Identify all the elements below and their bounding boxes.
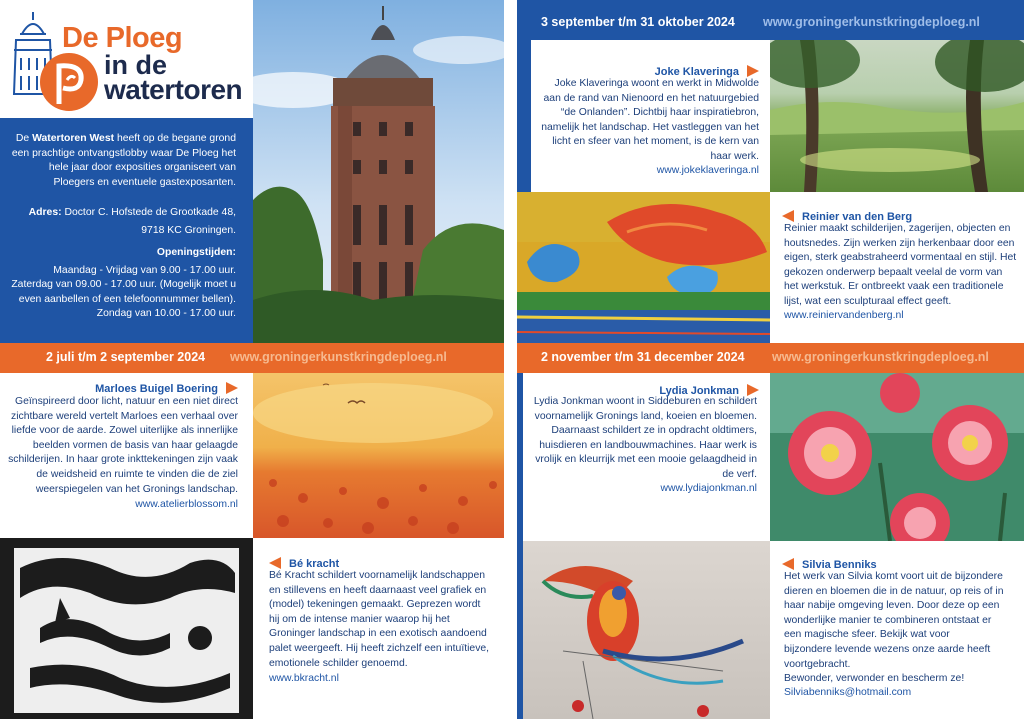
artist-block-silvia <box>770 541 1024 719</box>
logo-line-3: watertoren <box>104 74 243 105</box>
marloes-painting <box>253 373 504 538</box>
address: Adres: Doctor C. Hofstede de Grootkade 48, 9718 KC Groningen. <box>28 207 236 236</box>
logo-line-2: in de <box>104 50 168 80</box>
band-url[interactable]: www.groningerkunstkringdeploeg.nl <box>230 350 447 364</box>
silvia-painting <box>523 541 770 719</box>
artist-block-marloes <box>0 373 253 538</box>
artist-name: Reinier van den Berg <box>802 211 913 223</box>
artist-name: Bé kracht <box>289 558 340 570</box>
artist-description: Lydia Jonkman woont in Siddeburen en schildert voornamelijk Gronings land, koeien en bloemen. Daarnaast schildert ze in opdracht oldtimers, huisdieren en landbouwmachines. Haar werk is vrolijk en kleurrijk met een mooie gelaagdheid in de verf. <box>533 396 757 480</box>
band-dates: 3 september t/m 31 oktober 2024 <box>541 15 735 29</box>
artist-link[interactable]: www.jokeklaveringa.nl <box>656 165 759 176</box>
date-band-mid-right <box>517 343 1024 373</box>
arrow-left-icon <box>782 558 794 570</box>
band-url[interactable]: www.groningerkunstkringdeploeg.nl <box>763 15 980 29</box>
logo <box>0 0 253 118</box>
lydia-painting <box>770 373 1024 541</box>
artist-description: Het werk van Silvia komt voort uit de bijzondere dieren en bloemen die in de natuur, op reis of in haar nabije omgeving leven. Door deze op een wonderlijke manier te combineren ontstaat er een magische sfeer. Bekijk wat voor bijzondere levende wezens onze aarde heeft voortgebracht. Bewonder, verwonder en bescherm ze! <box>784 571 1004 685</box>
ploeg-p-icon <box>37 52 101 112</box>
artist-description: Joke Klaveringa woont en werkt in Midwolde aan de rand van Nienoord en het natuurgebied “de Onlanden”. Dichtbij haar inspiratiebron, namelijk het landschap. Het vastleggen van het licht en sfeer van het moment, is de kern van haar werk. <box>541 78 759 162</box>
opening-hours: Openingstijden: Maandag - Vrijdag van 9.00 - 17.00 uur. Zaterdag van 09.00 - 17.00 uur. (Mogelijk moet u even aanbellen of een telefoonnummer bellen). Zondag van 10.00 - 17.00 uur. <box>11 247 236 320</box>
artist-block-be-kracht <box>253 538 504 719</box>
arrow-right-icon <box>747 384 759 396</box>
date-band-left <box>0 343 504 373</box>
artist-name: Joke Klaveringa <box>654 66 739 78</box>
artist-block-reinier <box>770 192 1024 343</box>
arrow-left-icon <box>782 210 794 222</box>
artist-link[interactable]: www.bkracht.nl <box>269 673 339 684</box>
artist-block-joke <box>531 40 770 192</box>
be-kracht-woodcut <box>0 538 253 719</box>
intro-text: De Watertoren West heeft op de begane grond een prachtige ontvangstlobby waar De Ploeg het hele jaar door exposities organiseert van Ploegers en eventuele gastexposanten. <box>11 133 236 188</box>
arrow-right-icon <box>226 382 238 394</box>
artist-link[interactable]: www.reiniervandenberg.nl <box>784 310 904 321</box>
joke-painting <box>770 40 1024 192</box>
artist-description: Geïnspireerd door licht, natuur en een niet direct zichtbare wereld vertelt Marloes een verhaal over liefde voor de aarde. Zowel uiterlijke als innerlijke beelden vormen de basis van haar gelaagde schilderijen. In haar grote inkttekeningen zijn vaak de weidsheid en ruimte te vinden die de ziel weerspiegelen van het Gronings landschap. <box>8 396 238 495</box>
artist-name: Silvia Benniks <box>802 559 877 571</box>
logo-line-1: De Ploeg <box>62 22 183 54</box>
watertower-photo <box>253 0 504 343</box>
date-band-top-right <box>517 0 1024 40</box>
artist-description: Bé Kracht schildert voornamelijk landschappen en stillevens en heeft daarnaast veel grafiek en (model) tekeningen gemaakt. Geprezen wordt hij om de intense manier waarop hij het Groninger landschap in een exotisch aandoend palet weergeeft. Hij heeft zichzelf een intuïtieve, emotionele schilder genoemd. <box>269 570 490 669</box>
band-dates: 2 juli t/m 2 september 2024 <box>46 350 206 364</box>
artist-link[interactable]: Silviabenniks@hotmail.com <box>784 687 912 698</box>
intro-panel <box>0 118 253 343</box>
band-url[interactable]: www.groningerkunstkringdeploeg.nl <box>772 350 989 364</box>
artist-description: Reinier maakt schilderijen, zagerijen, objecten en houtsnedes. Zijn werken zijn herkenbaar door een eigen, sterk geabstraheerd vormentaal en stijl. Het gekozen onderwerp bepaalt veelal de vorm van het werkstuk. Er ontbreekt vaak een traditionele lijst, wat een sculpturaal effect geeft. <box>784 223 1017 307</box>
artist-block-lydia <box>523 373 770 541</box>
artist-name: Marloes Buigel Boering <box>95 383 218 395</box>
artist-name: Lydia Jonkman <box>659 385 739 397</box>
reinier-painting <box>517 192 770 343</box>
intro-strong: Watertoren West <box>32 133 115 144</box>
band-dates: 2 november t/m 31 december 2024 <box>541 350 745 364</box>
arrow-left-icon <box>269 557 281 569</box>
artist-link[interactable]: www.lydiajonkman.nl <box>660 483 757 494</box>
artist-link[interactable]: www.atelierblossom.nl <box>135 499 238 510</box>
arrow-right-icon <box>747 65 759 77</box>
spine-strip <box>517 40 531 192</box>
